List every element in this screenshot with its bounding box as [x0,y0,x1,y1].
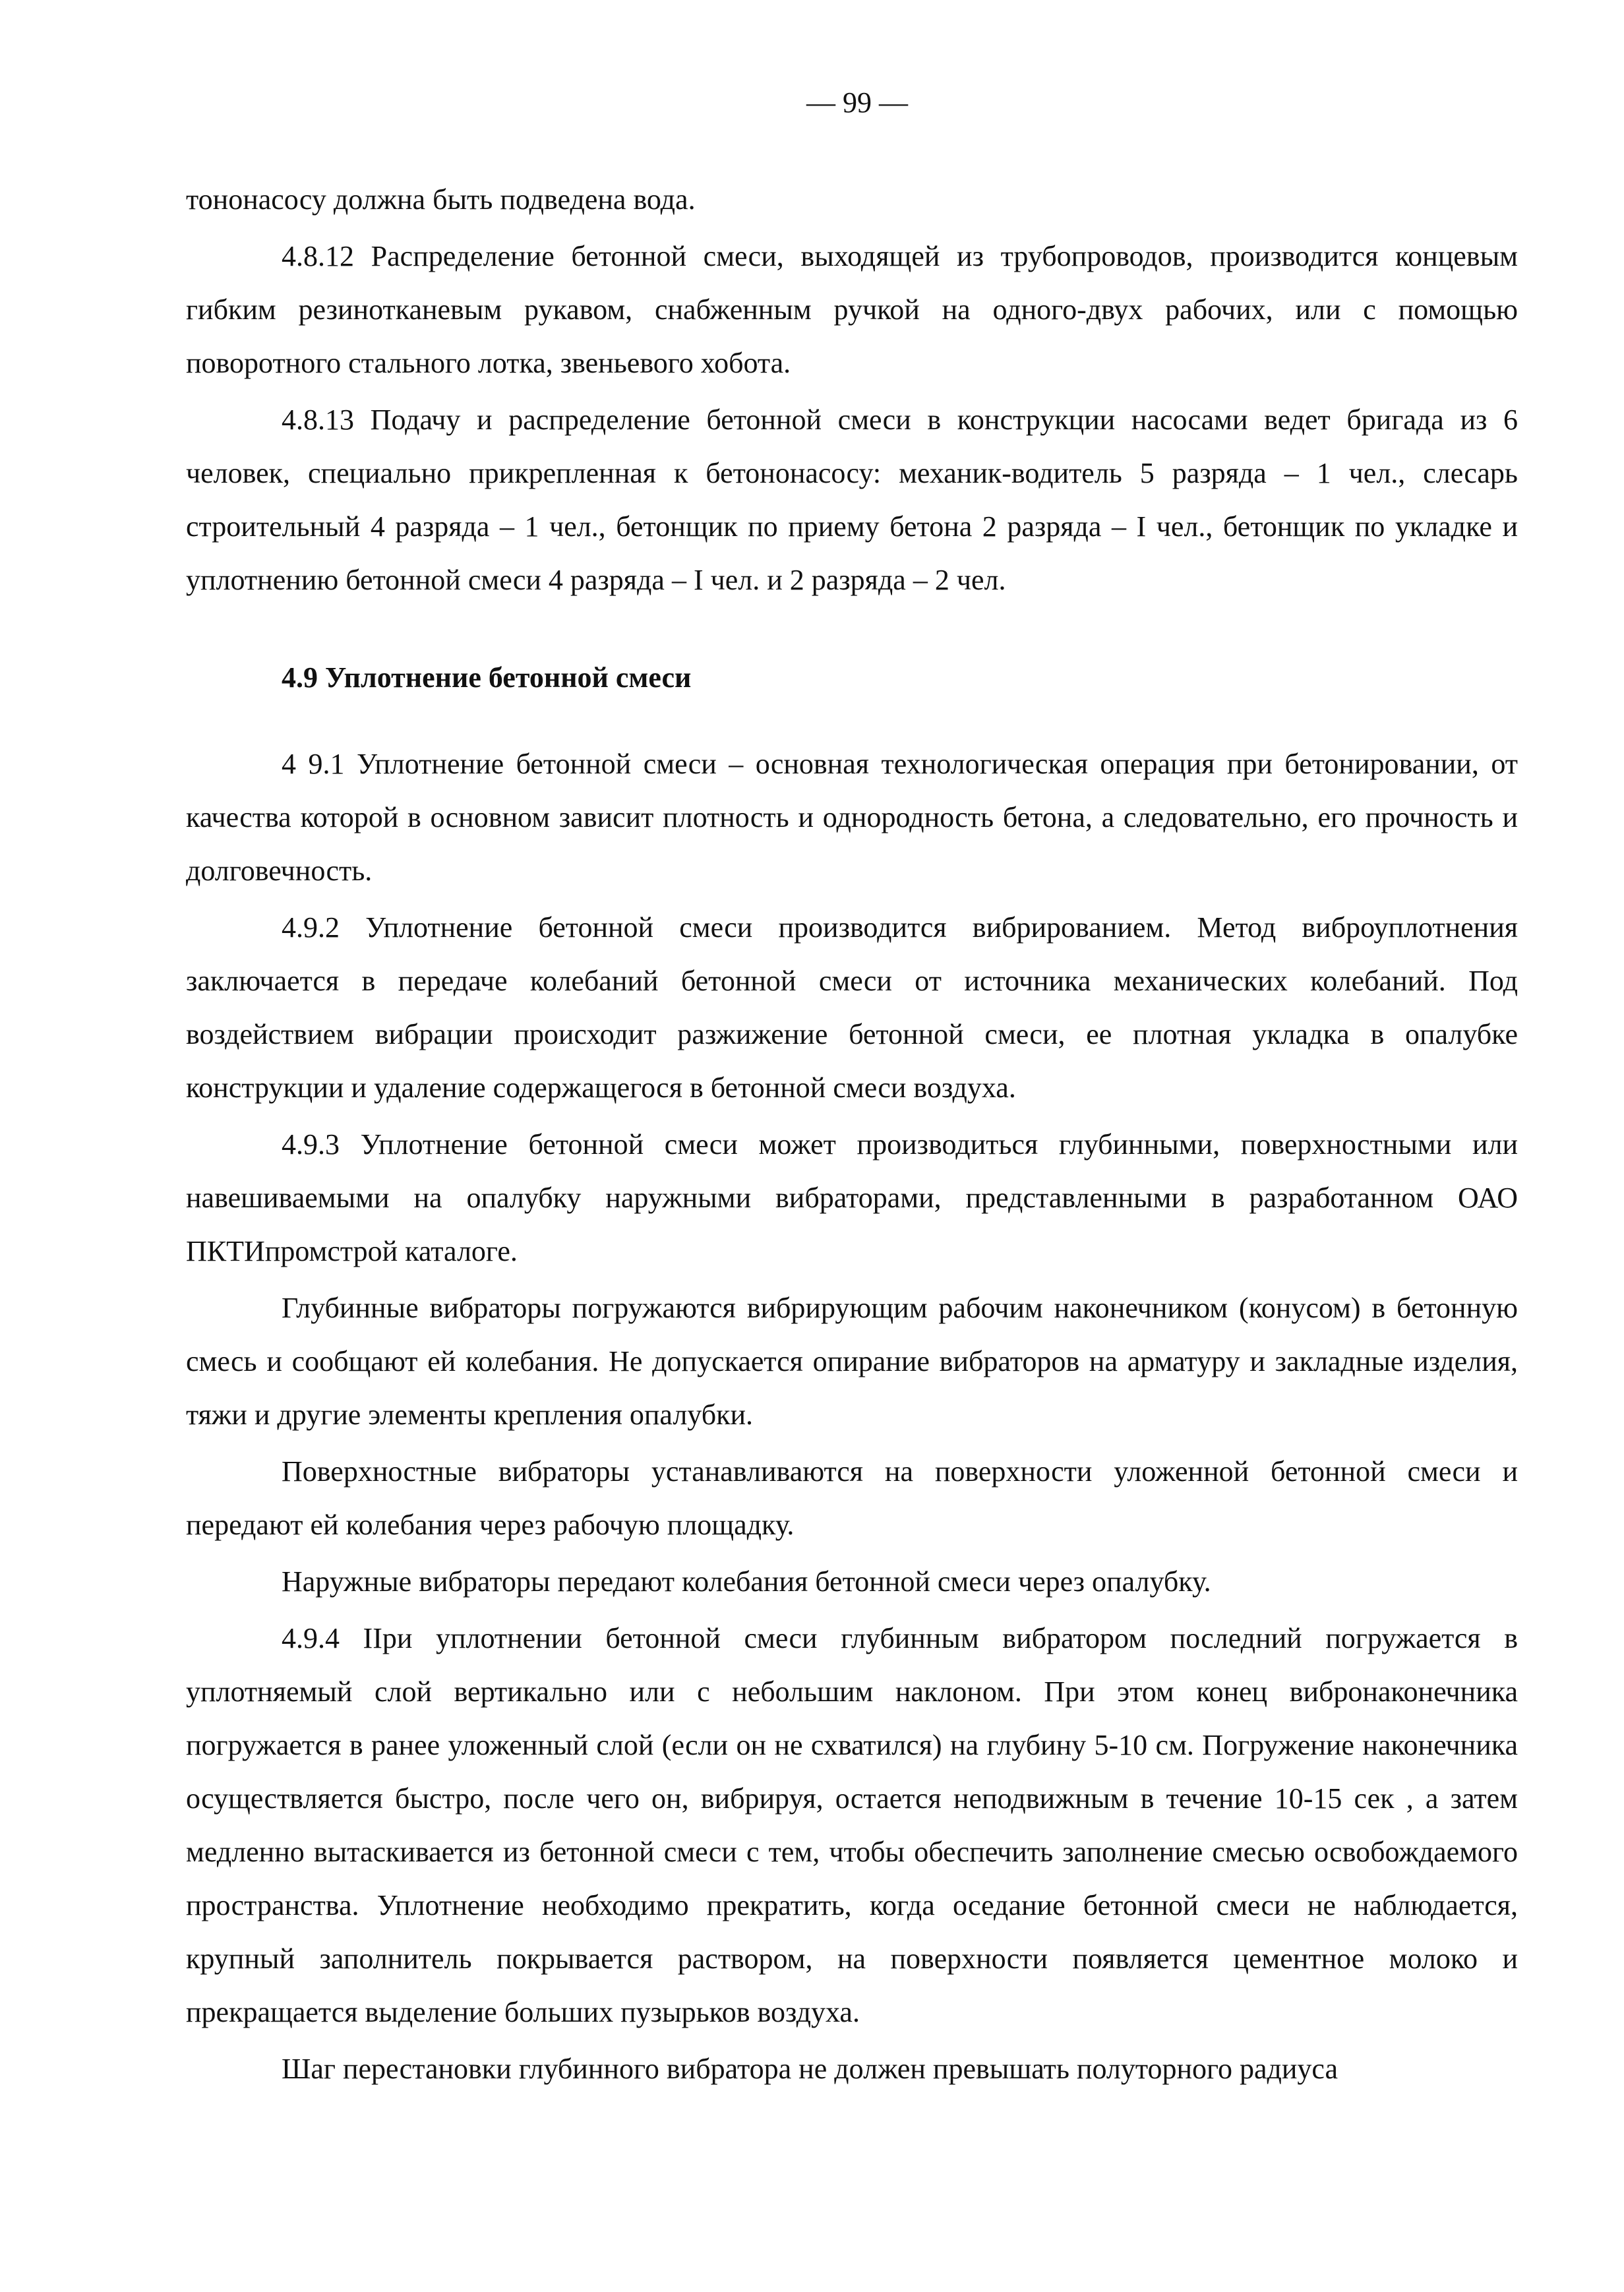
page-number: — 99 — [806,86,908,119]
paragraph-vibrator-step: Шаг перестановки глубинного вибратора не должен превышать полуторного радиуса [282,2053,1338,2085]
paragraph-4-9-4: 4.9.4 IIри уплотнении бетонной смеси глубинным вибратором последний погружается в уплотняемый слой вертикально или с небольшим наклоном. При этом конец вибронаконечника погружается в ранее уложенный слой (если он не схватился) на глубину 5-10 см. Погружение наконечника осуществляется быстро, после чего он, вибрируя, остается неподвижным в течение 10-15 сек , а затем медленно вытаскивается из бетонной смеси с тем, чтобы обеспечить заполнение смесью освобождаемого пространства. Уплотнение необходимо прекратить, когда оседание бетонной смеси не наблюдается, крупный заполнитель покрывается раствором, на поверхности появляется цементное молоко и прекращается выделение больших пузырьков воздуха. [186,1622,1518,2028]
paragraph-surface-vibrators: Поверхностные вибраторы устанавливаются на поверхности уложенной бетонной смеси и передают ей колебания через рабочую площадку. [186,1455,1518,1541]
paragraph-deep-vibrators: Глубинные вибраторы погружаются вибрирующим рабочим наконечником (конусом) в бетонную смесь и сообщают ей колебания. Не допускается опирание вибраторов на арматуру и закладные изделия, тяжи и другие элементы крепления опалубки. [186,1292,1518,1431]
paragraph-external-vibrators: Наружные вибраторы передают колебания бетонной смеси через опалубку. [282,1565,1211,1598]
section-heading: 4.9 Уплотнение бетонной смеси [282,661,692,694]
paragraph-4-8-12: 4.8.12 Распределение бетонной смеси, выходящей из трубопроводов, производится концевым гибким резинотканевым рукавом, снабженным ручкой на одного-двух рабочих, или с помощью поворотного стального лотка, звеньевого хобота. [186,240,1518,379]
paragraph-continuation: тононасосу должна быть подведена вода. [186,183,696,216]
body-text [186,173,1518,2096]
paragraph-4-9-1: 4 9.1 Уплотнение бетонной смеси – основная технологическая операция при бетонировании, от качества которой в основном зависит плотность и однородность бетона, а следовательно, его прочность и долговечность. [186,748,1518,887]
paragraph-4-9-3: 4.9.3 Уплотнение бетонной смеси может производиться глубинными, поверхностными или навешиваемыми на опалубку наружными вибраторами, представленными в разработанном ОАО ПКТИпромстрой каталоге. [186,1128,1518,1267]
paragraph-4-9-2: 4.9.2 Уплотнение бетонной смеси производится вибрированием. Метод виброуплотнения заключается в передаче колебаний бетонной смеси от источника механических колебаний. Под воздействием вибрации происходит разжижение бетонной смеси, ее плотная укладка в опалубке конструкции и удаление содержащегося в бетонной смеси воздуха. [186,911,1518,1104]
paragraph-4-8-13: 4.8.13 Подачу и распределение бетонной смеси в конструкции насосами ведет бригада из 6 человек, специально прикрепленная к бетононасосу: механик-водитель 5 разряда – 1 чел., слесарь строительный 4 разряда – 1 чел., бетонщик по приему бетона 2 разряда – I чел., бетонщик по укладке и уплотнению бетонной смеси 4 разряда – I чел. и 2 разряда – 2 чел. [186,404,1518,596]
